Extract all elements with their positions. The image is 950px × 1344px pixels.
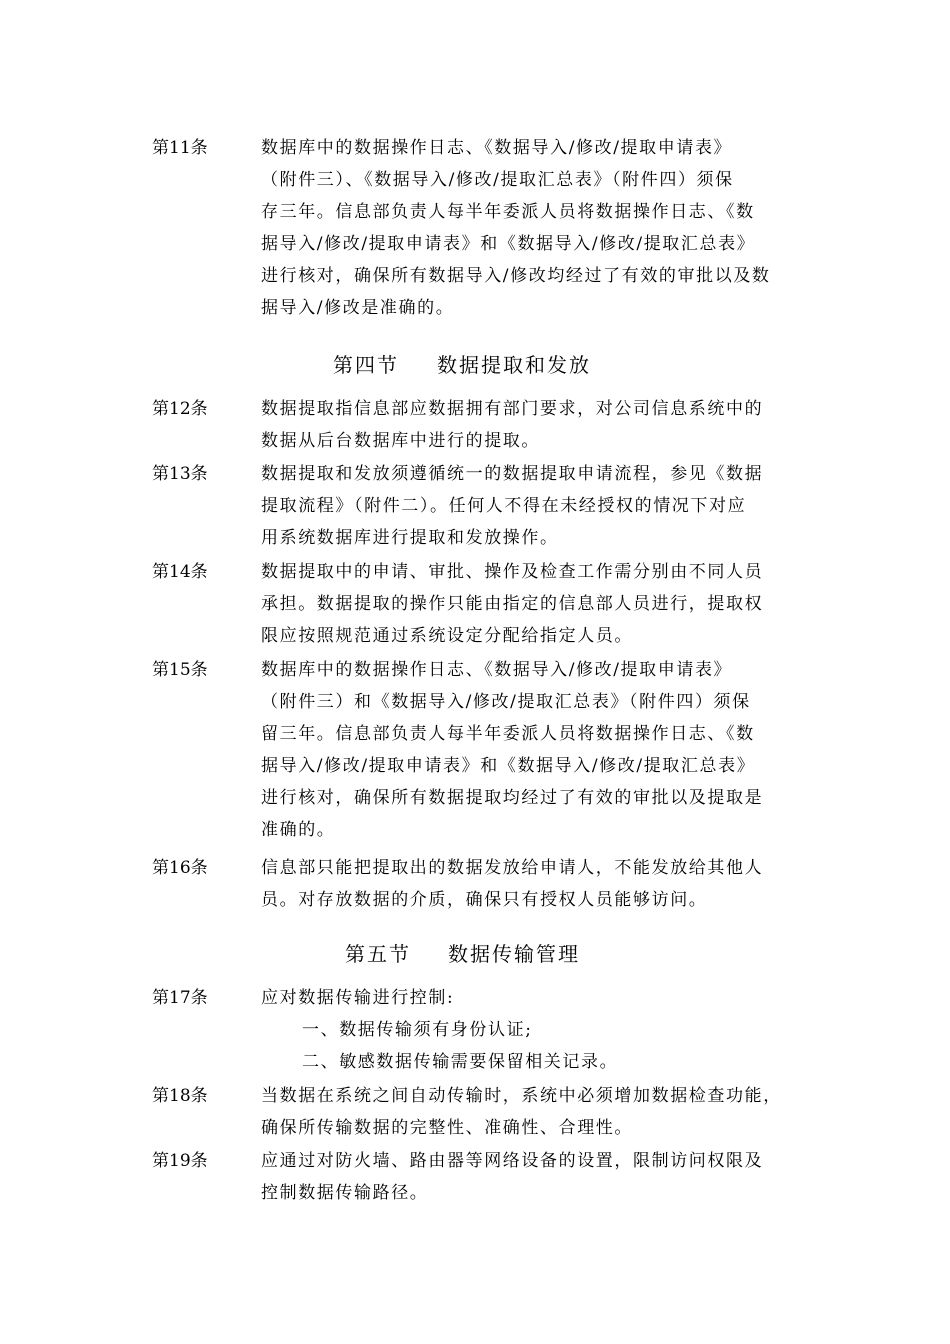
article-line: 应对数据传输进行控制: — [261, 988, 455, 1008]
article-body — [261, 1145, 796, 1209]
article-line: 据导入/修改/提取申请表》和《数据导入/修改/提取汇总表》 — [261, 756, 756, 776]
article-number: 第18条 — [152, 1086, 208, 1106]
article-line: （附件三）和《数据导入/修改/提取汇总表》（附件四）须保 — [261, 692, 751, 712]
article-line: 数据提取和发放须遵循统一的数据提取申请流程，参见《数据 — [261, 464, 764, 484]
article-line: （附件三）、《数据导入/修改/提取汇总表》（附件四）须保 — [261, 170, 734, 190]
article-number: 第17条 — [152, 988, 208, 1008]
section-name: 数据传输管理 — [448, 942, 580, 966]
article-line: 准确的。 — [261, 820, 336, 840]
article-line: 控制数据传输路径。 — [261, 1183, 429, 1203]
article-body — [261, 393, 796, 457]
section-number: 第五节 — [345, 942, 411, 966]
article-line: 进行核对，确保所有数据导入/修改均经过了有效的审批以及数 — [261, 266, 771, 286]
article-body — [261, 132, 796, 324]
article-number: 第15条 — [152, 660, 208, 680]
section-number: 第四节 — [333, 353, 399, 377]
article-line: 据导入/修改是准确的。 — [261, 298, 455, 318]
article-number: 第14条 — [152, 562, 208, 582]
article-line: 留三年。信息部负责人每半年委派人员将数据操作日志、《数 — [261, 724, 755, 744]
article-line: 承担。数据提取的操作只能由指定的信息部人员进行，提取权 — [261, 594, 764, 614]
article-line: 提取流程》（附件二）。任何人不得在未经授权的情况下对应 — [261, 496, 747, 516]
article-line: 确保所传输数据的完整性、准确性、合理性。 — [261, 1118, 633, 1138]
article-body — [261, 982, 796, 1014]
article-number: 第19条 — [152, 1151, 208, 1171]
sub-item: 二、敏感数据传输需要保留相关记录。 — [302, 1052, 619, 1072]
section-name: 数据提取和发放 — [437, 353, 591, 377]
article-body — [261, 556, 796, 652]
article-number: 第11条 — [152, 138, 208, 158]
article-body — [261, 654, 796, 846]
article-line: 据导入/修改/提取申请表》和《数据导入/修改/提取汇总表》 — [261, 234, 756, 254]
article-body — [261, 852, 796, 916]
article-body — [261, 458, 796, 554]
article-line: 数据提取指信息部应数据拥有部门要求，对公司信息系统中的 — [261, 399, 764, 419]
article-line: 数据库中的数据操作日志、《数据导入/修改/提取申请表》 — [261, 138, 733, 158]
article-line: 当数据在系统之间自动传输时，系统中必须增加数据检查功能， — [261, 1086, 782, 1106]
article-line: 应通过对防火墙、路由器等网络设备的设置，限制访问权限及 — [261, 1151, 764, 1171]
article-line: 存三年。信息部负责人每半年委派人员将数据操作日志、《数 — [261, 202, 755, 222]
article-line: 进行核对，确保所有数据提取均经过了有效的审批以及提取是 — [261, 788, 764, 808]
article-line: 限应按照规范通过系统设定分配给指定人员。 — [261, 626, 633, 646]
article-line: 数据从后台数据库中进行的提取。 — [261, 431, 540, 451]
article-number: 第12条 — [152, 399, 208, 419]
article-line: 数据库中的数据操作日志、《数据导入/修改/提取申请表》 — [261, 660, 733, 680]
article-line: 用系统数据库进行提取和发放操作。 — [261, 528, 559, 548]
article-line: 信息部只能把提取出的数据发放给申请人，不能发放给其他人 — [261, 858, 764, 878]
article-line: 数据提取中的申请、审批、操作及检查工作需分别由不同人员 — [261, 562, 764, 582]
article-number: 第13条 — [152, 464, 208, 484]
sub-item: 一、数据传输须有身份认证; — [302, 1020, 533, 1040]
article-line: 员。对存放数据的介质，确保只有授权人员能够访问。 — [261, 890, 708, 910]
article-number: 第16条 — [152, 858, 208, 878]
article-body — [261, 1080, 796, 1144]
